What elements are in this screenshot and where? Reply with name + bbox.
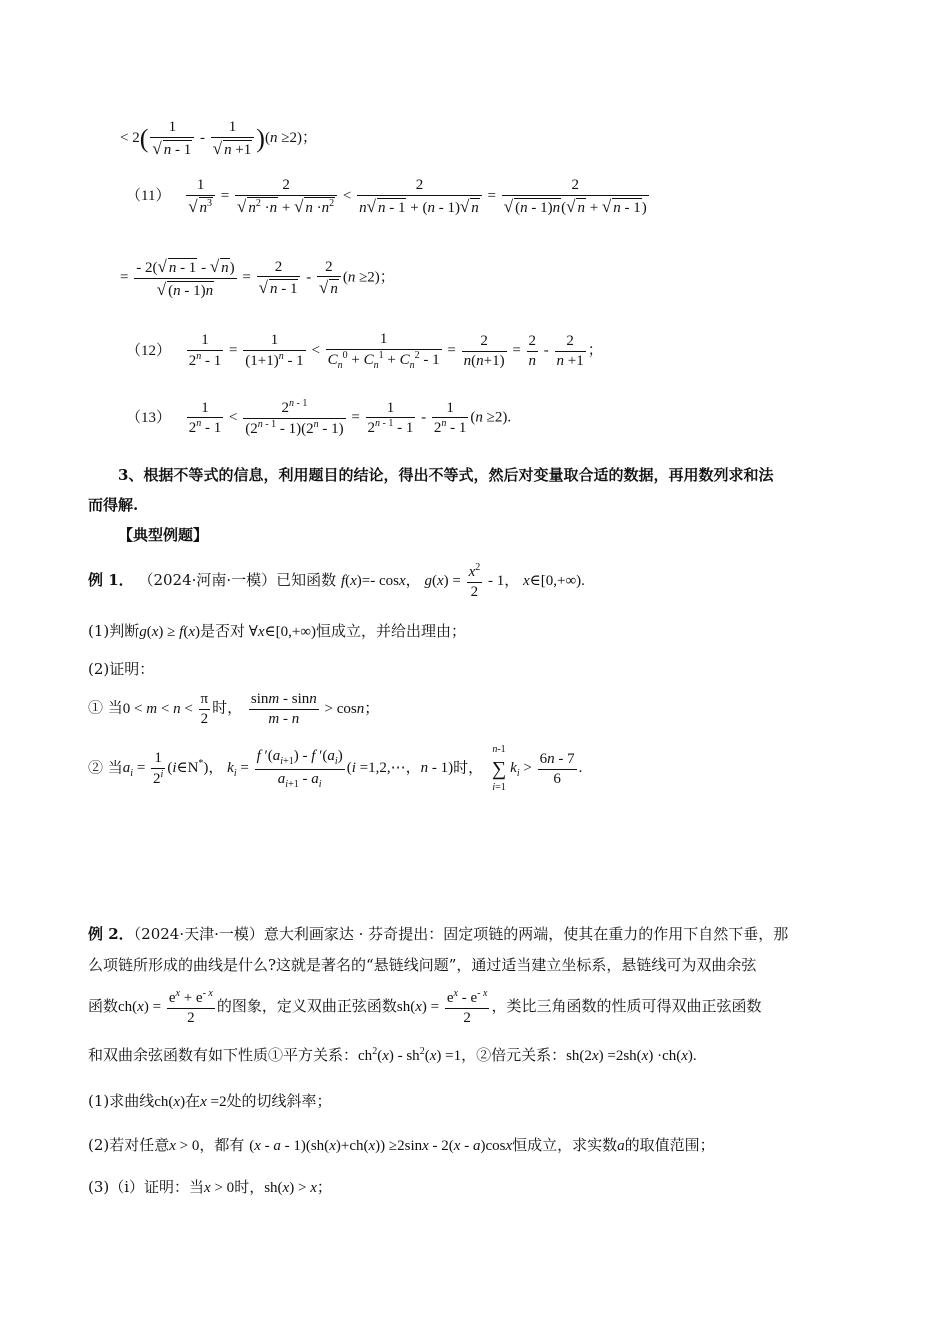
formula-label: （12） [126,342,172,359]
typical-examples-heading: 【典型例题】 [118,526,209,544]
example-2-line-2: 么项链所形成的曲线是什么?这就是著名的“悬链线问题”，通过适当建立坐标系，悬链线可为双曲余弦 [88,956,757,974]
example-label: 例 2． [88,925,134,943]
section-3-text: 3、根据不等式的信息，利用题目的结论，得出不等式，然后对变量取合适的数据，再用数列求和法 [118,466,774,484]
inequality-11: （11） $\frac{1}{√ n^3}$ = $\frac{2}{√ n^2 \cdot n + √ n \cdot n^2}$ < $\frac{2}{n√ n - 1 + (n - 1)√ n}$ = $\frac{2}{√ (n - 1)n(√ n + √ n - 1)}$ [126,177,647,216]
section-3-text-cont: 而得解. [88,496,139,514]
example-2-question-3: (3)（i）证明：当x > 0时，sh(x) > x； [88,1178,332,1196]
inequality-12: （12） $\frac{1}{2^n - 1}$ = $\frac{1}{(1+1)^n - 1}$ < $\frac{1}{C_n^0 + C_n^1 + C_n^2 - 1}$ = $\frac{2}{n(n+1)}$ = $\frac{2}{n}$ - $\frac{2}{n +1}$ ； [126,331,603,371]
inequality-11-continued: = $\frac{- 2(√ n - 1 - √ n)}{√ (n - 1)n}$ = $\frac{2}{√ n - 1}$ - $\frac{2}{√ n}$ (n ≥2)； [120,257,395,299]
formula-label: （13） [126,409,172,426]
example-1-case-2: ② 当$a_i$ = $\frac{1}{2^i}$ (i∈N*)， $k_i$ = $\frac{f '(a_{i+1}) - f '(a_i)}{a_{i+1} - a_i}$ (i =1,2,⋯，n - 1)时， n-1 ∑ i=1 $k_i$ > $\frac{6n - 7}{6}$ . [88,744,583,793]
example-2-line-1: 例 2．（2024·天津·一模）意大利画家达 · 芬奇提出：固定项链的两端，使其在重力的作用下自然下垂，那 [88,925,789,943]
example-2-line-3: 函数ch(x) = $\frac{e^x + e^{- x}}{2}$ 的图象，定义双曲正弦函数sh(x) = $\frac{e^x - e^{- x}}{2}$ ，类比三角函数的性质可得双曲正弦函数 [88,988,762,1026]
example-source: （2024·河南·一模）已知函数 [138,571,337,590]
example-1-statement: 例 1． （2024·河南·一模）已知函数 f(x)=- cosx， g(x) = $\frac{x^2}{2}$ - 1， x∈[0,+∞). [88,562,585,600]
example-1-question-2: (2)证明： [88,660,155,678]
example-1-case-1: ① 当0 < m < n < $\frac{\pi}{2}$ 时， $\frac{\sin m - \sin n}{m - n}$ > cosn； [88,691,380,727]
example-label: 例 1． [88,571,134,590]
example-2-question-1: (1)求曲线ch(x)在x =2处的切线斜率； [88,1092,332,1110]
example-1-question-1: (1)判断g(x) ≥ f(x)是否对 ∀x∈[0,+∞)恒成立，并给出理由； [88,622,467,640]
inequality-10-continued: < 2( $\frac{1}{√ n - 1}$ - $\frac{1}{√ n +1}$ )(n ≥2)； [120,119,317,158]
formula-label: （11） [126,188,171,205]
inequality-13: （13） $\frac{1}{2^n - 1}$ < $\frac{2^{n - 1}}{(2^{n - 1} - 1)(2^n - 1)}$ = $\frac{1}{2^{n - 1} - 1}$ - $\frac{1}{2^n - 1}$ (n ≥2). [126,398,512,437]
example-2-line-4: 和双曲余弦函数有如下性质①平方关系：$ch^2(x) - sh^2(x) =1$，②倍元关系：sh(2x) =2sh(x) ·ch(x). [88,1046,697,1064]
example-2-question-2: (2)若对任意x > 0，都有 (x - a - 1)(sh(x)+ch(x)) ≥2sinx - 2(x - a)cosx恒成立，求实数a的取值范围； [88,1136,715,1154]
